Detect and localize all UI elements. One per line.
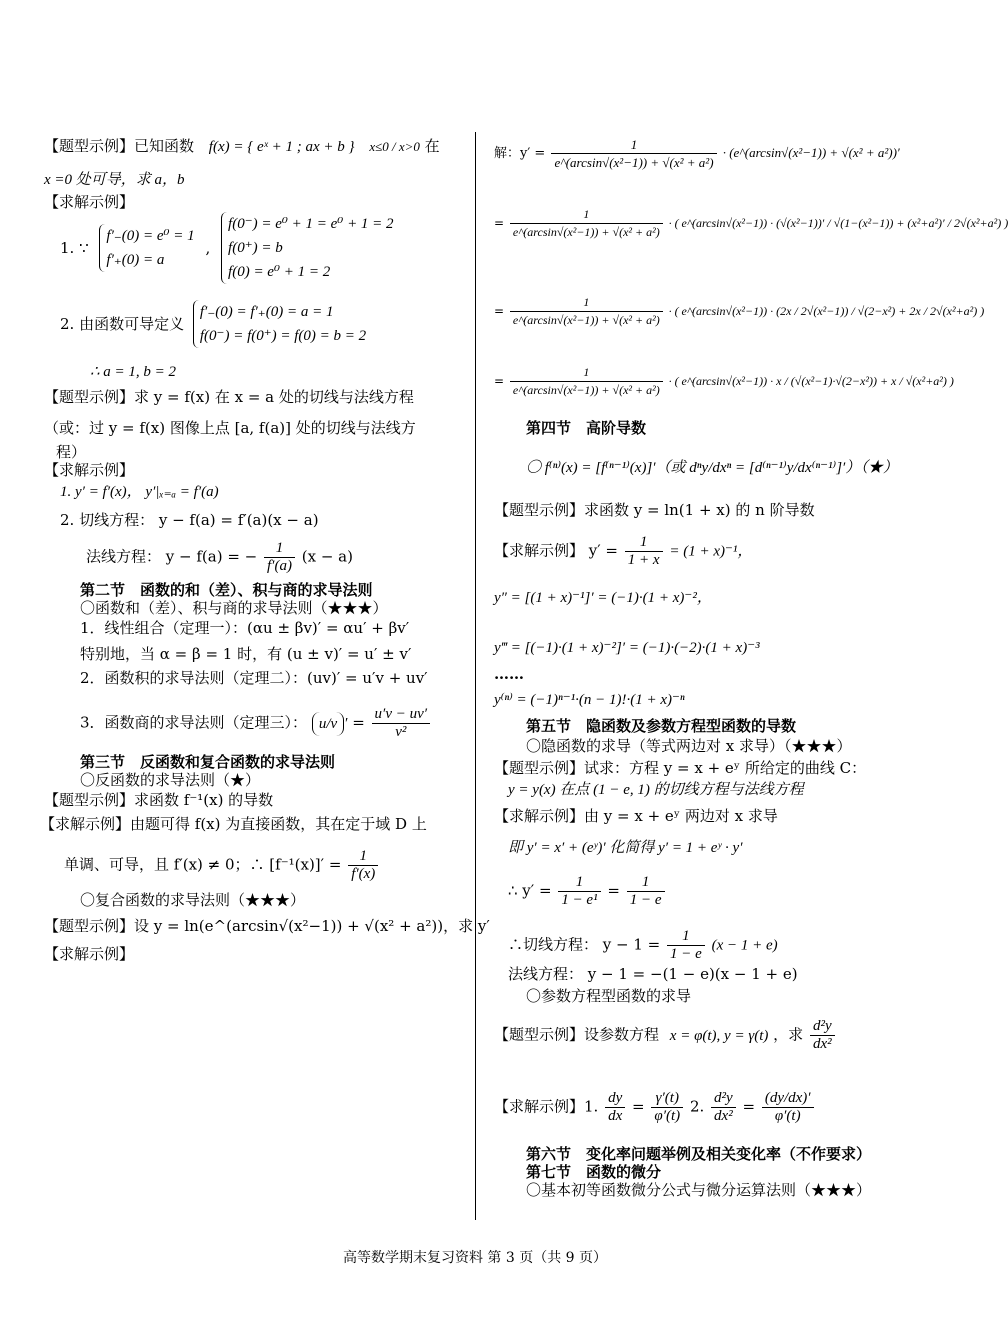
- solution-implicit-3: ∴ y′ = $\frac{1}{\text{1 − e¹}}$ = $\frac{1}{1 - e}$: [508, 874, 667, 909]
- problem-tangent: 【题型示例】求 y = f(x) 在 x = a 处的切线与法线方程: [44, 388, 414, 406]
- problem-tangent-alt-2: 程）: [56, 443, 87, 461]
- problem-composite: 【题型示例】设 y = ln(e^(arcsin√(x²−1)) + √(x² + a²))，求 y′: [44, 917, 490, 935]
- solution-label-3: 【求解示例】: [44, 945, 135, 963]
- normal-line: 法线方程： y − f(a) = − $\frac{1}{f'(a)}$ (x − a): [86, 540, 353, 574]
- tangent-step-2: 2. 切线方程： y − f(a) = f′(a)(x − a): [60, 511, 319, 529]
- problem-inverse: 【题型示例】求函数 f⁻¹(x) 的导数: [44, 791, 274, 809]
- composite-step-3: = $\frac{1}{\text{e\textasciicircum{}(arcsin√(x²−1)) + √(x² + a²)}}$ · ( e^(arcsin√(x²−1)) · (2x / 2√(x²−1)) / √(2−x²) + 2x / 2√(x²+a²) ): [494, 295, 985, 327]
- solution-label: 【求解示例】: [44, 193, 135, 211]
- page-footer: 高等数学期末复习资料 第 3 页（共 9 页）: [342, 1250, 608, 1266]
- solution-inverse-2: 单调、可导，且 f′(x) ≠ 0；∴ [f⁻¹(x)]′ = $\frac{1}{f'(x)}$: [64, 848, 380, 883]
- column-divider: [475, 132, 476, 1220]
- problem-nth-derivative: 【题型示例】求函数 y = ln(1 + x) 的 n 阶导数: [494, 501, 815, 519]
- problem-line: 【题型示例】已知函数 f(x) = { eˣ + 1 ; ax + b } x≤0 / x>0 在: [44, 137, 440, 155]
- section-7-subheading: 〇基本初等函数微分公式与微分运算法则（★★★）: [526, 1181, 872, 1199]
- problem-implicit: 【题型示例】试求：方程 y = x + eʸ 所给定的曲线 C：: [494, 759, 867, 777]
- problem-line-2: x =0 处可导，求 a，b: [44, 172, 185, 188]
- solution-implicit: 【求解示例】由 y = x + eʸ 两边对 x 求导: [494, 807, 778, 825]
- section-3-subheading-2: 〇复合函数的求导法则（★★★）: [80, 891, 306, 909]
- ellipsis: ……: [494, 665, 524, 683]
- solution-nth-2: y″ = [(1 + x)⁻¹]′ = (−1)·(1 + x)⁻²，: [494, 590, 712, 606]
- tangent-implicit: ∴切线方程： y − 1 = $\frac{1}{1 - e}$ (x − 1 + e): [508, 928, 778, 962]
- solution-label-2: 【求解示例】: [44, 461, 135, 479]
- composite-step-1: 解：y′ = $\frac{1}{\text{e\textasciicircum{}(arcsin√(x²−1)) + √(x² + a²)}}$ · (e^(arcsin√(x²−1)) + √(x² + a²))′: [494, 137, 900, 170]
- rule-quotient: 3．函数商的求导法则（定理三）： u/v ′ = $\frac{u'v - uv'}{\text{v²}}$: [80, 706, 432, 741]
- section-2-subheading: 〇函数和（差）、积与商的求导法则（★★★）: [80, 599, 388, 617]
- solution-inverse: 【求解示例】由题可得 f(x) 为直接函数，其在定于域 D 上: [40, 815, 427, 833]
- solution-implicit-2: 即 y′ = x′ + (eʸ)′ 化简得 y′ = 1 + eʸ · y′: [508, 840, 743, 856]
- normal-implicit: 法线方程： y − 1 = −(1 − e)(x − 1 + e): [508, 965, 798, 983]
- result: ∴ a = 1, b = 2: [90, 364, 177, 380]
- section-3-subheading: 〇反函数的求导法则（★）: [80, 771, 261, 789]
- solution-nth-result: y⁽ⁿ⁾ = (−1)ⁿ⁻¹·(n − 1)!·(1 + x)⁻ⁿ: [494, 692, 685, 708]
- problem-parametric: 【题型示例】设参数方程 x = φ(t), y = γ(t) ，求 $\frac{\text{d²y}}{\text{dx²}}$: [494, 1018, 837, 1053]
- solution-nth-3: y‴ = [(−1)·(1 + x)⁻²]′ = (−1)·(−2)·(1 + x)⁻³: [494, 640, 760, 656]
- section-5-heading: 第五节 隐函数及参数方程型函数的导数: [526, 717, 797, 735]
- problem-implicit-2: y = y(x) 在点 (1 − e, 1) 的切线方程与法线方程: [508, 782, 804, 798]
- section-2-heading: 第二节 函数的和（差）、积与商的求导法则: [80, 581, 373, 599]
- higher-derivative-def: 〇 f⁽ⁿ⁾(x) = [f⁽ⁿ⁻¹⁾(x)]′（或 dⁿy/dxⁿ = [d⁽ⁿ⁻¹⁾y/dx⁽ⁿ⁻¹⁾]′）（★）: [526, 460, 898, 476]
- composite-step-4: = $\frac{1}{\text{e\textasciicircum{}(arcsin√(x²−1)) + √(x² + a²)}}$ · ( e^(arcsin√(x²−1)) · x / (√(x²−1)·√(2−x²)) + x / √(x²+a²) ): [494, 365, 954, 397]
- piecewise-function-image: f(x) = { eˣ + 1 ; ax + b }: [208, 139, 355, 155]
- rule-linear: 1．线性组合（定理一）：(αu ± βv)′ = αu′ + βv′: [80, 619, 410, 637]
- tangent-step-1: 1. y′ = f′(x)， y′|ₓ₌ₐ = f′(a): [60, 484, 219, 500]
- solution-parametric: 【求解示例】1. $\frac{dy}{dx}$ = $\frac{\gamma'(t)}{\varphi'(t)}$ 2. $\frac{\text{d²y}}{\text{dx²}}$ = $\frac{(dy/dx)'}{\varphi'(t)}$: [494, 1090, 816, 1125]
- solution-step-2: 2. 由函数可导定义 f′₋(0) = f′₊(0) = a = 1 f(0⁻) = f(0⁺) = f(0) = b = 2: [60, 300, 366, 348]
- rule-product: 2．函数积的求导法则（定理二）：(uv)′ = u′v + uv′: [80, 669, 428, 687]
- piecewise-conditions: x≤0 / x>0: [369, 139, 420, 154]
- section-4-heading: 第四节 高阶导数: [526, 419, 647, 437]
- section-3-heading: 第三节 反函数和复合函数的求导法则: [80, 753, 336, 771]
- section-7-heading: 第七节 函数的微分: [526, 1163, 662, 1181]
- solution-step-1: 1. ∵ f′₋(0) = e⁰ = 1 f′₊(0) = a , f(0⁻) = e⁰ + 1 = e⁰ + 1 = 2 f(0⁺) = b f(0) = e⁰ + 1 = 2: [60, 212, 394, 284]
- problem-tangent-alt: （或：过 y = f(x) 图像上点 [a, f(a)] 处的切线与法线方: [44, 419, 416, 437]
- composite-step-2: = $\frac{1}{\text{e\textasciicircum{}(arcsin√(x²−1)) + √(x² + a²)}}$ · ( e^(arcsin√(x²−1)) · (√(x²−1))′ / √(1−(x²−1)) + (x²+a²)′ / 2√(x²+a²) ): [494, 207, 1008, 239]
- section-6-heading: 第六节 变化率问题举例及相关变化率（不作要求）: [526, 1145, 872, 1163]
- rule-special: 特别地，当 α = β = 1 时，有 (u ± v)′ = u′ ± v′: [80, 645, 412, 663]
- solution-nth-1: 【求解示例】 y′ = $\frac{1}{1 + x}$ = (1 + x)⁻¹，: [494, 534, 753, 568]
- section-5-subheading-2: 〇参数方程型函数的求导: [526, 987, 692, 1005]
- section-5-subheading: 〇隐函数的求导（等式两边对 x 求导）（★★★）: [526, 737, 852, 755]
